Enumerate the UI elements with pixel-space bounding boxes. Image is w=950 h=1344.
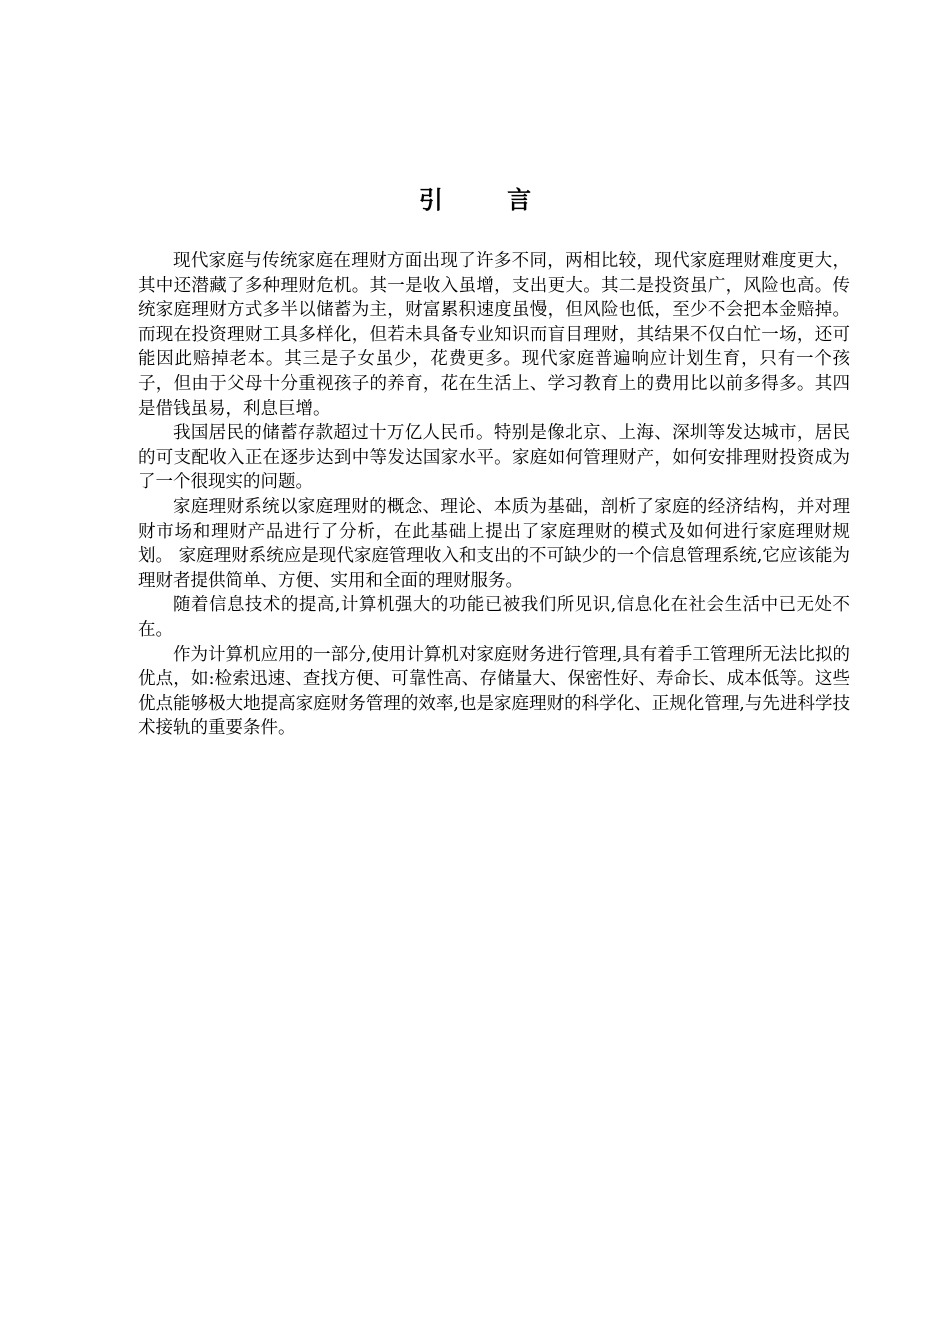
- page-title: 引 言: [418, 185, 560, 214]
- paragraph-4: 随着信息技术的提高,计算机强大的功能已被我们所见识,信息化在社会生活中已无处不在。: [138, 595, 850, 640]
- body-text: [138, 249, 850, 741]
- paragraph-1: 现代家庭与传统家庭在理财方面出现了许多不同，两相比较，现代家庭理财难度更大，其中还潜藏了多种理财危机。其一是收入虽增，支出更大。其二是投资虽广，风险也高。传统家庭理财方式多半以储蓄为主，财富累积速度虽慢，但风险也低，至少不会把本金赔掉。而现在投资理财工具多样化，但若未具备专业知识而盲目理财，其结果不仅白忙一场，还可能因此赔掉老本。其三是子女虽少，花费更多。现代家庭普遍响应计划生育，只有一个孩子，但由于父母十分重视孩子的养育，花在生活上、学习教育上的费用比以前多得多。其四是借钱虽易，利息巨增。: [138, 251, 850, 419]
- paragraph-5: 作为计算机应用的一部分,使用计算机对家庭财务进行管理,具有着手工管理所无法比拟的优点，如:检索迅速、查找方便、可靠性高、存储量大、保密性好、寿命长、成本低等。这些优点能够极大地提高家庭财务管理的效率,也是家庭理财的科学化、正规化管理,与先进科学技术接轨的重要条件。: [138, 644, 850, 739]
- paragraph-2: 我国居民的储蓄存款超过十万亿人民币。特别是像北京、上海、深圳等发达城市，居民的可支配收入正在逐步达到中等发达国家水平。家庭如何管理财产，如何安排理财投资成为了一个很现实的问题。: [138, 423, 850, 493]
- paragraph-3: 家庭理财系统以家庭理财的概念、理论、本质为基础，剖析了家庭的经济结构，并对理财市场和理财产品进行了分析，在此基础上提出了家庭理财的模式及如何进行家庭理财规划。 家庭理财系统应是现代家庭管理收入和支出的不可缺少的一个信息管理系统,它应该能为理财者提供简单、方便、实用和全面的理财服务。: [138, 496, 850, 591]
